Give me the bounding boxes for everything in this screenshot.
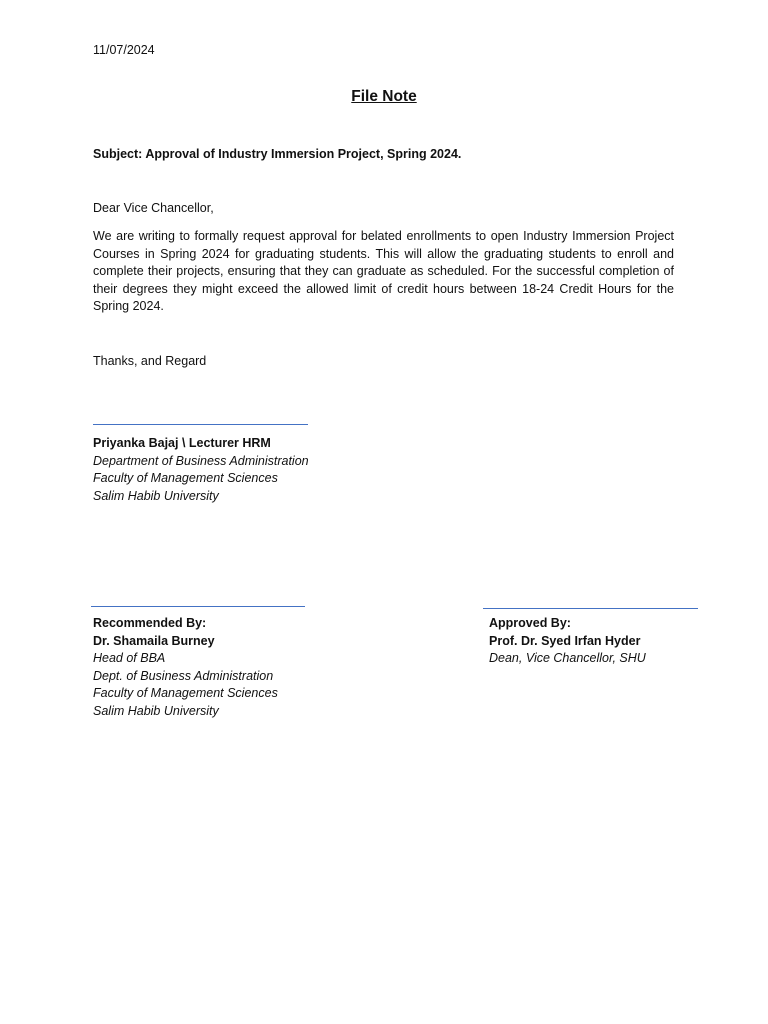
author-department: Department of Business Administration	[93, 453, 309, 468]
author-signature-block	[93, 435, 309, 505]
salutation: Dear Vice Chancellor,	[93, 201, 214, 215]
recommended-role: Head of BBA	[93, 651, 166, 665]
approved-role: Dean, Vice Chancellor, SHU	[489, 651, 646, 665]
recommended-department: Dept. of Business Administration	[93, 668, 274, 683]
recommended-university: Salim Habib University	[93, 703, 219, 718]
subject-line: Subject: Approval of Industry Immersion Project, Spring 2024.	[93, 147, 462, 161]
approved-signature-block	[489, 615, 646, 668]
recommended-signature-block	[93, 615, 278, 720]
approved-name: Prof. Dr. Syed Irfan Hyder	[489, 633, 641, 648]
recommended-name: Dr. Shamaila Burney	[93, 633, 215, 648]
document-title: File Note	[351, 88, 417, 105]
body-paragraph: We are writing to formally request approval for belated enrollments to open Industry Immersion Project Courses in Spring 2024 for graduating students. This will allow the graduating students to enroll and complete their projects, ensuring that they can graduate as scheduled. For the successful completion of their degrees they might exceed the allowed limit of credit hours between 18-24 Credit Hours for the Spring 2024.	[93, 229, 674, 313]
author-faculty: Faculty of Management Sciences	[93, 471, 278, 485]
author-university: Salim Habib University	[93, 488, 219, 503]
author-name: Priyanka Bajaj \ Lecturer HRM	[93, 436, 271, 450]
closing-line: Thanks, and Regard	[93, 354, 207, 368]
author-signature-line	[93, 424, 308, 425]
recommended-signature-line	[91, 606, 305, 607]
recommended-label: Recommended By:	[93, 616, 207, 630]
approved-signature-line	[483, 608, 698, 609]
document-date: 11/07/2024	[93, 43, 155, 57]
approved-label: Approved By:	[489, 616, 571, 630]
recommended-faculty: Faculty of Management Sciences	[93, 686, 278, 700]
